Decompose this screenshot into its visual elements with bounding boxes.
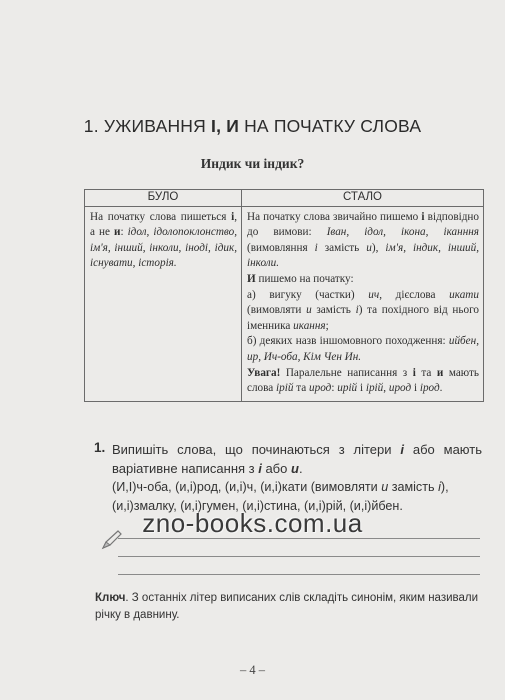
header-after: СТАЛО	[242, 190, 484, 207]
comparison-table	[84, 189, 484, 402]
key-note: Ключ. З останніх літер виписаних слів складіть синонім, яким називали річку в давнину.	[95, 592, 479, 621]
answer-line-2[interactable]	[118, 556, 480, 557]
rule-after-cell: На початку слова звичайно пишемо і відповідно до вимови: Іван, ідол, ікона, іканння (вимовляння і замість и), ім'я, індик, інший, інколи. И пишемо на початку: а) вигуку (частки) ич, дієслова икати (вимовляти и замість і) та похідного від нього іменника икання; б) деяких назв іншомовного походження: ийбен, ир, Ич-оба, Кім Чен Ин. Увага! Паралельне написання з і та и мають слова ірій та ирод: ирій і ірій, ирод і ірод.	[242, 206, 484, 401]
section-title: 1. УЖИВАННЯ І, И НА ПОЧАТКУ СЛОВА	[83, 116, 422, 136]
header-before: БУЛО	[85, 190, 242, 207]
task-instruction: Випишіть слова, що починаються з літери і або мають варіативне написання з і або и.	[112, 442, 482, 476]
task-words: (И,І)ч-оба, (и,і)род, (и,і)ч, (и,і)кати (вимовляти и замість і), (и,і)змалку, (и,і)гумен, (и,і)стина, (и,і)рій, (и,і)йбен.	[112, 480, 449, 513]
watermark: zno-books.com.ua	[142, 508, 363, 538]
subtitle: Индик чи індик?	[200, 156, 305, 171]
answer-line-3[interactable]	[118, 574, 480, 575]
page-number: – 4 –	[240, 663, 265, 677]
task-number: 1.	[94, 440, 106, 455]
rule-before-cell: На початку слова пишеться і, а не и: ідол, ідолопоклонство, ім'я, інший, інколи, іноді, ідик, існувати, історія.	[85, 206, 242, 401]
